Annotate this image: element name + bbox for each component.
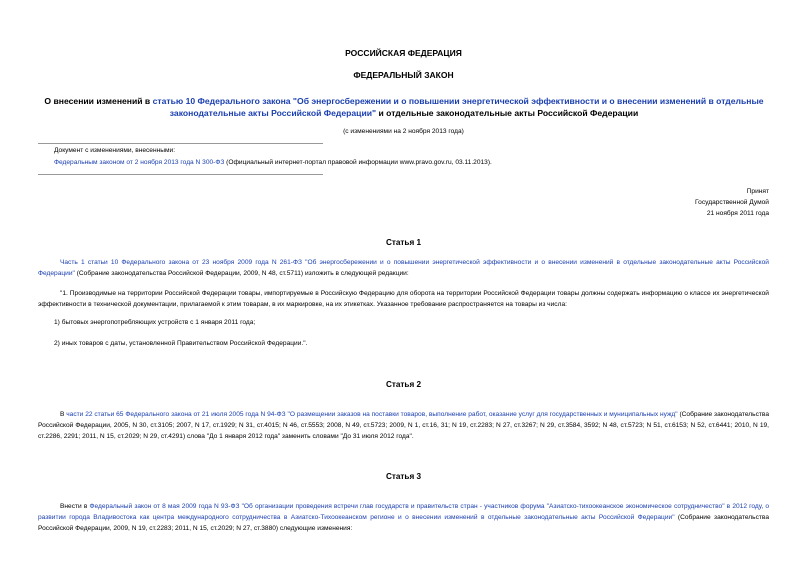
- amendments-label: Документ с изменениями, внесенными:: [54, 147, 176, 154]
- article1-paragraph1: [38, 257, 769, 279]
- amendment-rest: (Официальный интернет-портал правовой информации www.pravo.gov.ru, 03.11.2013).: [224, 158, 492, 166]
- article1-item2: 2) иных товаров с даты, установленной Правительством Российской Федерации.".: [54, 340, 308, 347]
- title-suffix: и отдельные законодательные акты Российской Федерации: [376, 107, 639, 118]
- article2-link[interactable]: части 22 статьи 65 Федерального закона от 21 июля 2005 года N 94-ФЗ "О размещении заказов на поставки товаров, выполнение работ, оказание услуг для государственных и муниципальных нужд": [66, 411, 678, 418]
- article3-rest: (Собрание законодательства Российской Федерации, 2009, N 19, ст.2283; 2011, N 15, ст.2029; N 27, ст.3880) следующие изменения:: [38, 514, 769, 533]
- amendments-box: [38, 145, 738, 168]
- article3-paragraph: [38, 501, 769, 534]
- title-prefix: О внесении изменений в: [44, 96, 153, 106]
- country-heading: РОССИЙСКАЯ ФЕДЕРАЦИЯ: [345, 48, 462, 58]
- title-link[interactable]: статью 10 Федерального закона "Об энергосбережении и о повышении энергетической эффективности и о внесении изменений в отдельные законодательные акты Российской Федерации": [152, 96, 764, 118]
- amendment-link[interactable]: Федеральным законом от 2 ноября 2013 года N 300-ФЗ: [54, 158, 225, 166]
- doc-type-heading: ФЕДЕРАЛЬНЫЙ ЗАКОН: [353, 70, 454, 80]
- adoption-line3: 21 ноября 2011 года: [706, 210, 769, 217]
- law-title: [35, 96, 773, 119]
- adoption-line2: Государственной Думой: [695, 199, 769, 206]
- divider-top: [38, 143, 323, 144]
- article1-item1: 1) бытовых энергопотребляющих устройств с 1 января 2011 года;: [54, 319, 256, 326]
- article2-rest: (Собрание законодательства Российской Федерации, 2005, N 30, ст.3105; 2007, N 17, ст.1929; N 31, ст.4015; N 46, ст.5553; 2008, N 49, ст.5723; 2009, N 1, ст.16, 31; N 19, ст.2283; N 27, ст.3267; N 29, ст.3584, 3592; N 48, ст.5723; N 51, ст.6153; N 52, ст.6441; 2010, N 19, ст.2286, 2291; 2011, N 15, ст.2029; N 29, ст.4291) слова "До 1 января 2012 года" заменить словами "До 31 июля 2012 года".: [38, 411, 769, 441]
- article3-prefix: Внести в: [60, 503, 90, 510]
- divider-bottom: [38, 174, 323, 175]
- article1-link[interactable]: Часть 1 статьи 10 Федерального закона от 23 ноября 2009 года N 261-ФЗ "Об энергосбережении и о повышении энергетической эффективности и о внесении изменений в отдельные законодательные акты Российской Федерации": [38, 259, 769, 278]
- article3-heading: Статья 3: [385, 472, 422, 481]
- article2-paragraph: [38, 409, 769, 442]
- article1-paragraph2: "1. Производимые на территории Российской Федерации товары, импортируемые в Российскую Федерацию для оборота на территории Российской Федерации товары должны содержать информацию о классе их энергетической эффективности в технической документации, прилагаемой к этим товарам, в их маркировке, на их этикетках. Указанное требование распространяется на товары из числа:: [38, 290, 769, 309]
- article3-link[interactable]: Федеральный закон от 8 мая 2009 года N 93-ФЗ "Об организации проведения встречи глав государств и правительств стран - участников форума "Азиатско-тихоокеанское экономическое сотрудничество" в 2012 году, о развитии города Владивостока как центра международного сотрудничества в Азиатско-Тихоокеанском регионе и о внесении изменений в отдельные законодательные акты Российской Федерации": [38, 503, 770, 522]
- article2-heading: Статья 2: [385, 380, 422, 389]
- revision-note: (с изменениями на 2 ноября 2013 года): [343, 128, 464, 135]
- amendments-entry: [38, 157, 738, 169]
- article1-heading: Статья 1: [385, 238, 422, 247]
- adoption-block: [695, 186, 769, 219]
- article1-p1-rest: (Собрание законодательства Российской Федерации, 2009, N 48, ст.5711) изложить в следующей редакции:: [74, 270, 409, 278]
- article2-prefix: В: [60, 411, 67, 418]
- adoption-line1: Принят: [746, 188, 769, 195]
